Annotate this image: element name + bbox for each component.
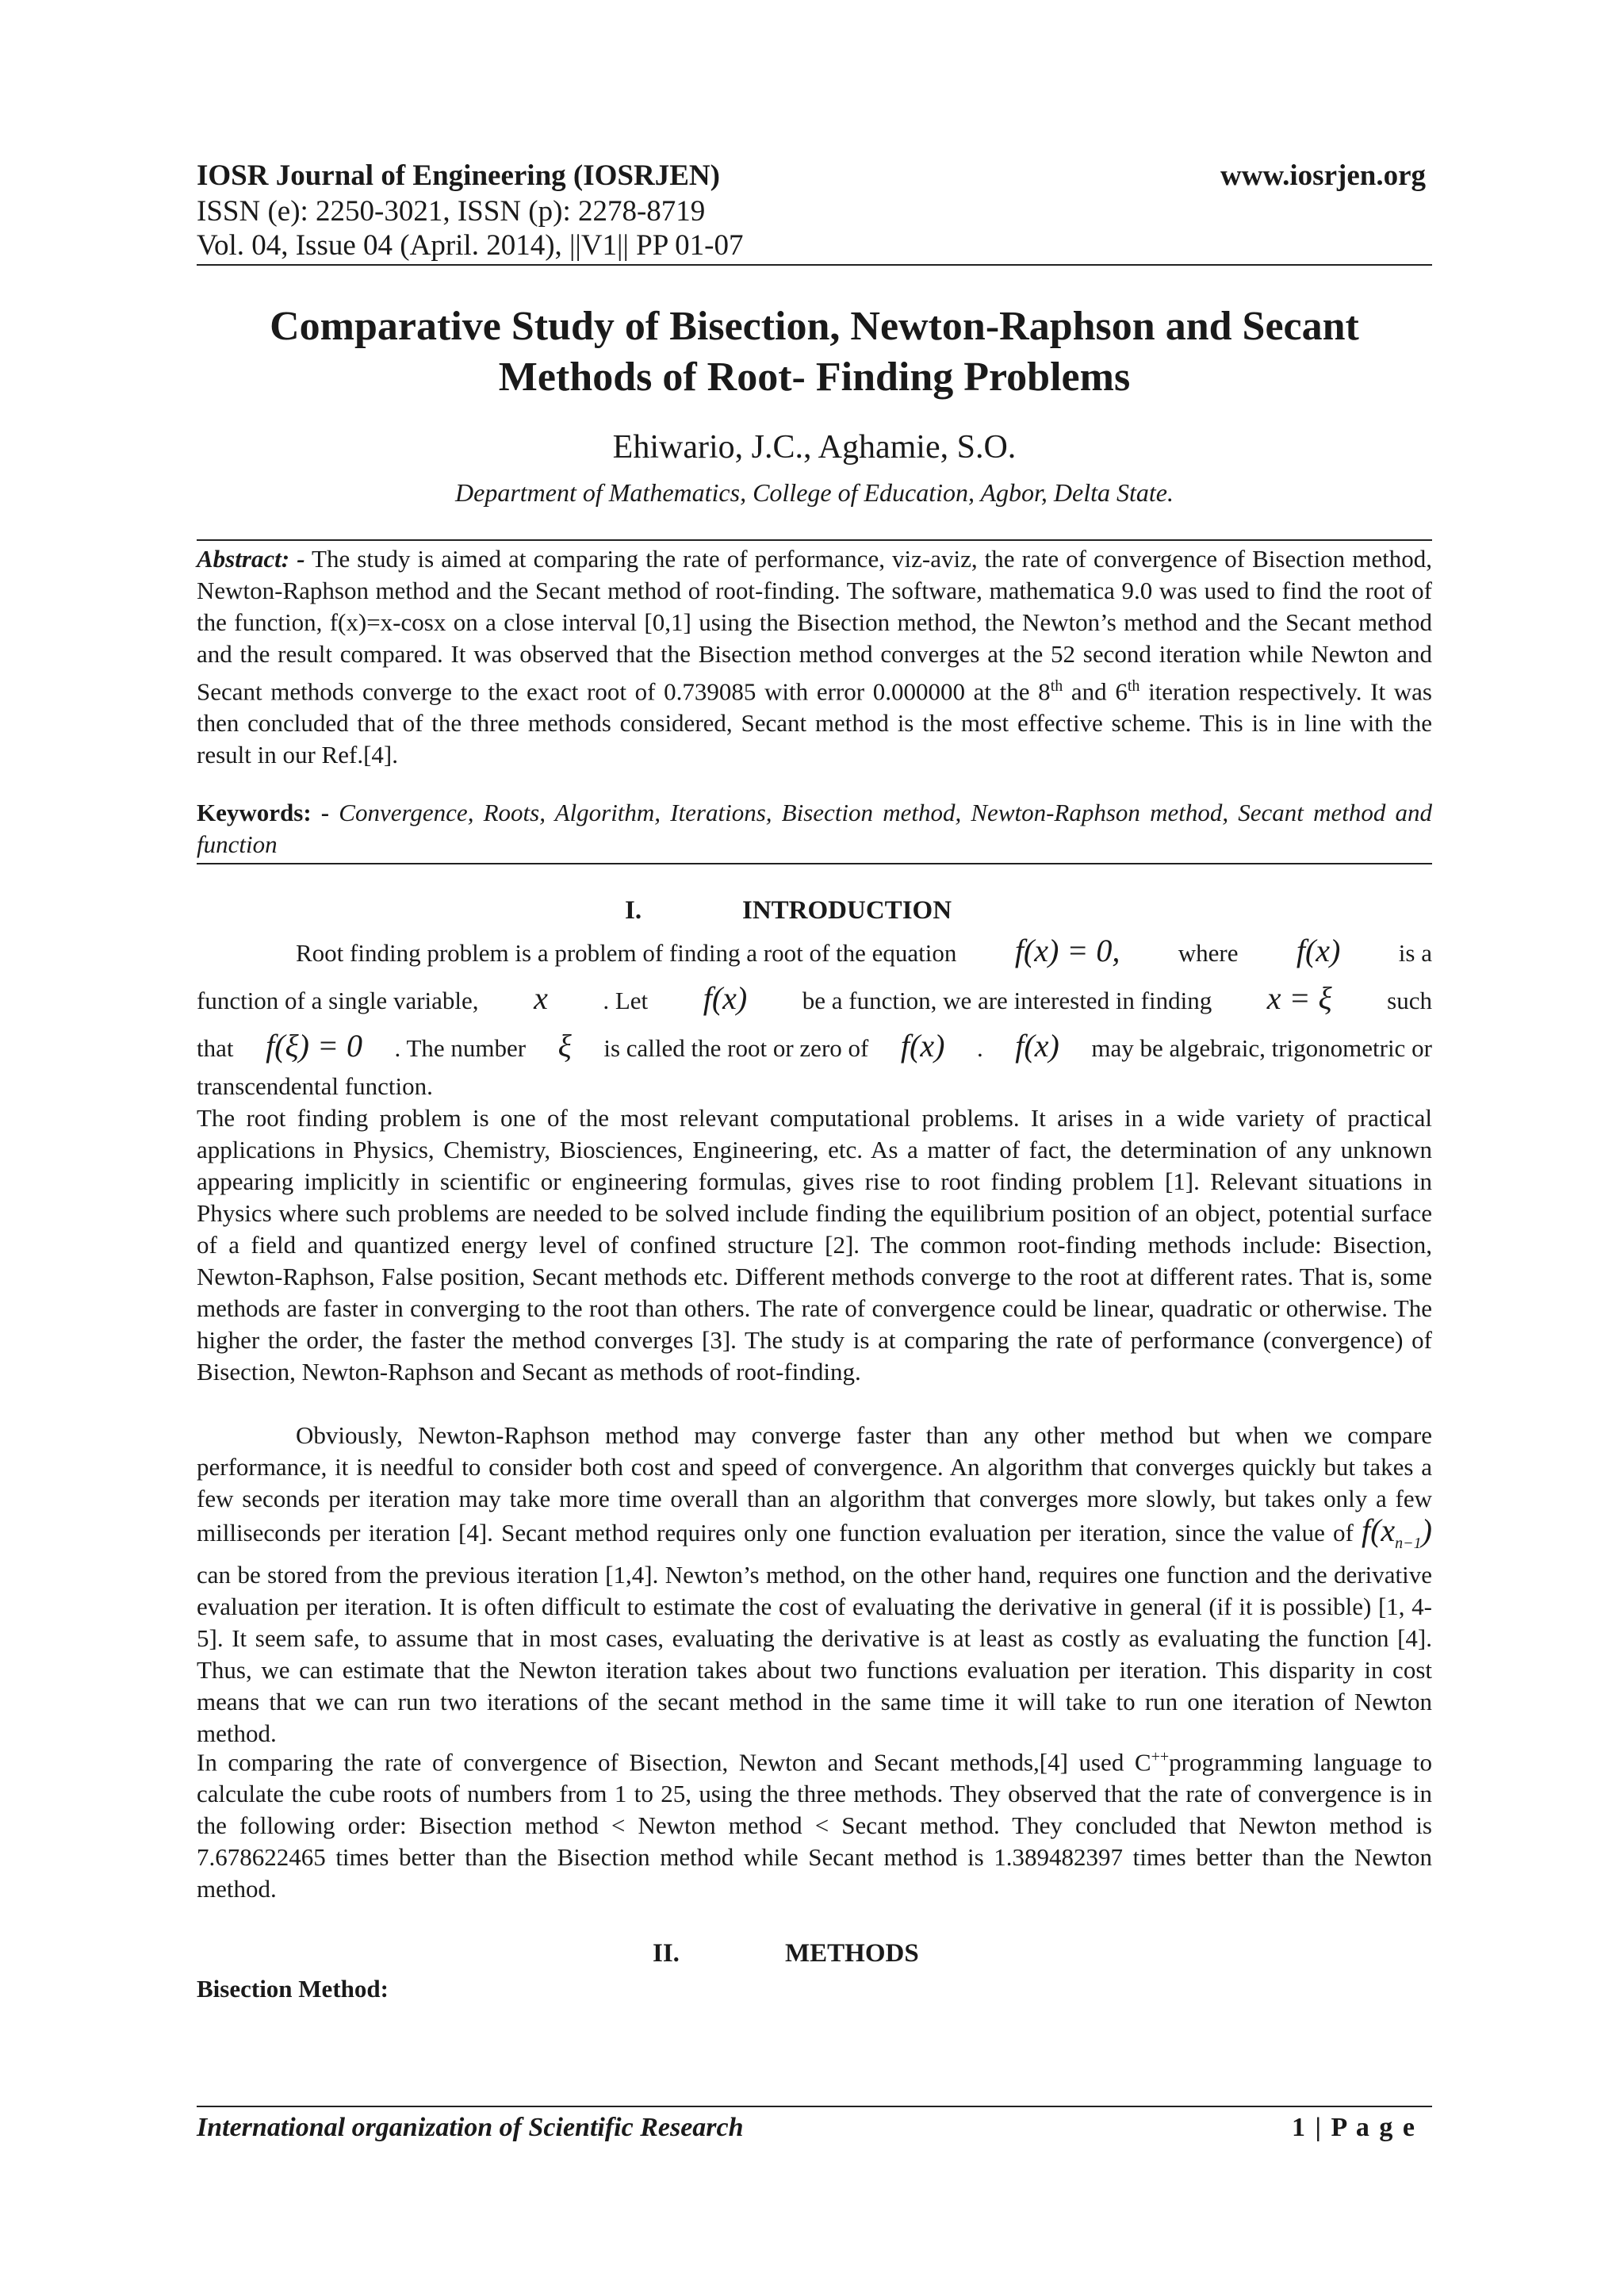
para4-sup: ++ [1151,1748,1170,1765]
issn-line: ISSN (e): 2250-3021, ISSN (p): 2278-8719 [197,195,706,228]
equation: f(x) = 0, [1014,933,1120,968]
equation: f(x) [1296,933,1341,968]
affiliation: Department of Mathematics, College of Education, Agbor, Delta State. [455,478,1174,507]
intro-text: function of a single variable, [197,987,479,1014]
intro-text: Root finding problem is a problem of finding a root of the equation [296,939,957,967]
keywords-label: Keywords: - [197,799,330,826]
bisection-method-heading: Bisection Method: [197,1975,389,2003]
para3-text-a: Obviously, Newton-Raphson method may converge faster than any other method but when we compare performance, it is needful to consider both cost and speed of convergence. An algorithm that converges quickly but takes a few seconds per iteration may take more time overall than an algorithm that converges more slowly, but takes only a few milliseconds per iteration [4]. Secant method requires only one function evaluation per iteration, since the value of [197,1421,1432,1547]
intro-paragraph-4 [197,1741,1432,1905]
intro-text: . The number [394,1034,527,1062]
title-line-2: Methods of Root- Finding Problems [498,355,1131,400]
abstract-text: The study is aimed at comparing the rate of performance, viz-aviz, the rate of convergence of Bisection method, Newton-Raphson method and the Secant method of root-finding. The software, mathematica 9.0 was used to find the root of the function, f(x)=x-cosx on a close interval [0,1] using the Bisection method, the Newton’s method and the Secant method and the result compared. It was observed that the Bisection method converges at the 52 second iteration while Newton and Secant methods converge to the exact root of 0.739085 with error 0.000000 at the 8 [197,545,1432,706]
intro-text: be a function, we are interested in finding [802,987,1212,1014]
eq-subscript: n−1 [1395,1535,1422,1552]
abstract-end: iteration respectively. It was then concluded that of the three methods considered, Secant method is the most effective scheme. This is in line with the result in our Ref.[4]. [197,677,1432,769]
header-divider [197,264,1432,266]
page-number: 1 | P a g e [1292,2113,1416,2142]
intro-text: such [1387,987,1432,1014]
volume-line: Vol. 04, Issue 04 (April. 2014), ||V1|| PP 01-07 [197,229,744,262]
abstract [197,543,1432,771]
section-1-number: I. [625,896,642,925]
intro-line-3 [197,1027,1432,1064]
keywords-text: Convergence, Roots, Algorithm, Iterations, Bisection method, Newton-Raphson method, Secant method and function [197,799,1432,858]
authors: Ehiwario, J.C., Aghamie, S.O. [612,429,1017,466]
para4-text-b: programming language to calculate the cube roots of numbers from 1 to 25, using the three methods. They observed that the rate of convergence is in the following order: Bisection method < Newton method < Secant method. They concluded that Newton method is 7.678622465 times better than the Bisection method while Secant method is 1.389482397 times better than the Newton method. [197,1748,1432,1903]
intro-text: . [976,1034,983,1062]
equation: ξ [557,1028,572,1064]
intro-text: is a [1398,939,1432,967]
section-2-title: METHODS [785,1939,919,1968]
abstract-sup-1: th [1050,677,1063,695]
equation: f(x) [703,980,748,1016]
equation: x = ξ [1266,980,1332,1016]
eq-x: x [1381,1512,1396,1548]
title-line-1: Comparative Study of Bisection, Newton-Raphson and Secant [270,304,1359,349]
intro-text: is called the root or zero of [603,1034,869,1062]
journal-name: IOSR Journal of Engineering (IOSRJEN) [197,159,720,192]
equation: f(x) [900,1028,945,1064]
abstract-mid: and 6 [1063,677,1128,706]
para3-text-b: can be stored from the previous iteration [1,4]. Newton’s method, on the other hand, requires one function and the derivative evaluation per iteration. It is often difficult to estimate the cost of evaluating the derivative in general (if it is possible) [1, 4-5]. It seem safe, to assume that in most cases, evaluating the derivative is at least as costly as evaluating the function [4]. Thus, we can estimate that the Newton iteration takes about two functions evaluation per iteration. This disparity in cost means that we can run two iterations of the secant method in the same time it will take to run one iteration of Newton method. [197,1561,1432,1747]
equation: f(ξ) = 0 [266,1028,362,1064]
section-2-number: II. [653,1939,680,1968]
intro-text: where [1178,939,1239,967]
equation: f(x) [1015,1028,1059,1064]
equation: x [534,980,548,1016]
abstract-label: Abstract: - [197,545,305,573]
intro-line-4: transcendental function. [197,1072,433,1100]
eq-f: f [1361,1512,1371,1548]
intro-line-1 [197,932,1432,969]
journal-url[interactable]: www.iosrjen.org [1220,159,1426,192]
abstract-sup-2: th [1127,677,1140,695]
intro-line-2 [197,979,1432,1017]
intro-paragraph-2: The root finding problem is one of the most relevant computational problems. It arises in a wide variety of practical applications in Physics, Chemistry, Biosciences, Engineering, etc. As a matter of fact, the determination of any unknown appearing implicitly in scientific or engineering formulas, gives rise to root finding problem [1]. Relevant situations in Physics where such problems are needed to be solved include finding the equilibrium position of an object, potential surface of a field and quantized energy level of confined structure [2]. The common root-finding methods include: Bisection, Newton-Raphson, False position, Secant methods etc. Different methods converge to the root at different rates. That is, some methods are faster in converging to the root than others. The rate of convergence could be linear, quadratic or otherwise. The higher the order, the faster the method converges [3]. The study is at comparing the rate of performance (convergence) of Bisection, Newton-Raphson and Secant as methods of root-finding. [197,1104,1432,1386]
intro-text: may be algebraic, trigonometric or [1091,1034,1432,1062]
abstract-top-divider [197,539,1432,541]
equation-f-xn-1: $f(x_{n-1})$ [1361,1512,1432,1552]
footer-organization: International organization of Scientific Research [197,2113,744,2142]
intro-text: . Let [603,987,649,1014]
keywords-bottom-divider [197,863,1432,864]
paper-title [197,301,1432,403]
section-1-title: INTRODUCTION [742,896,952,925]
footer-divider [197,2106,1432,2107]
intro-text: that [197,1034,234,1062]
intro-paragraph-3 [197,1420,1432,1750]
para4-text-a: In comparing the rate of convergence of Bisection, Newton and Secant methods,[4] used C [197,1748,1151,1777]
keywords [197,797,1432,861]
